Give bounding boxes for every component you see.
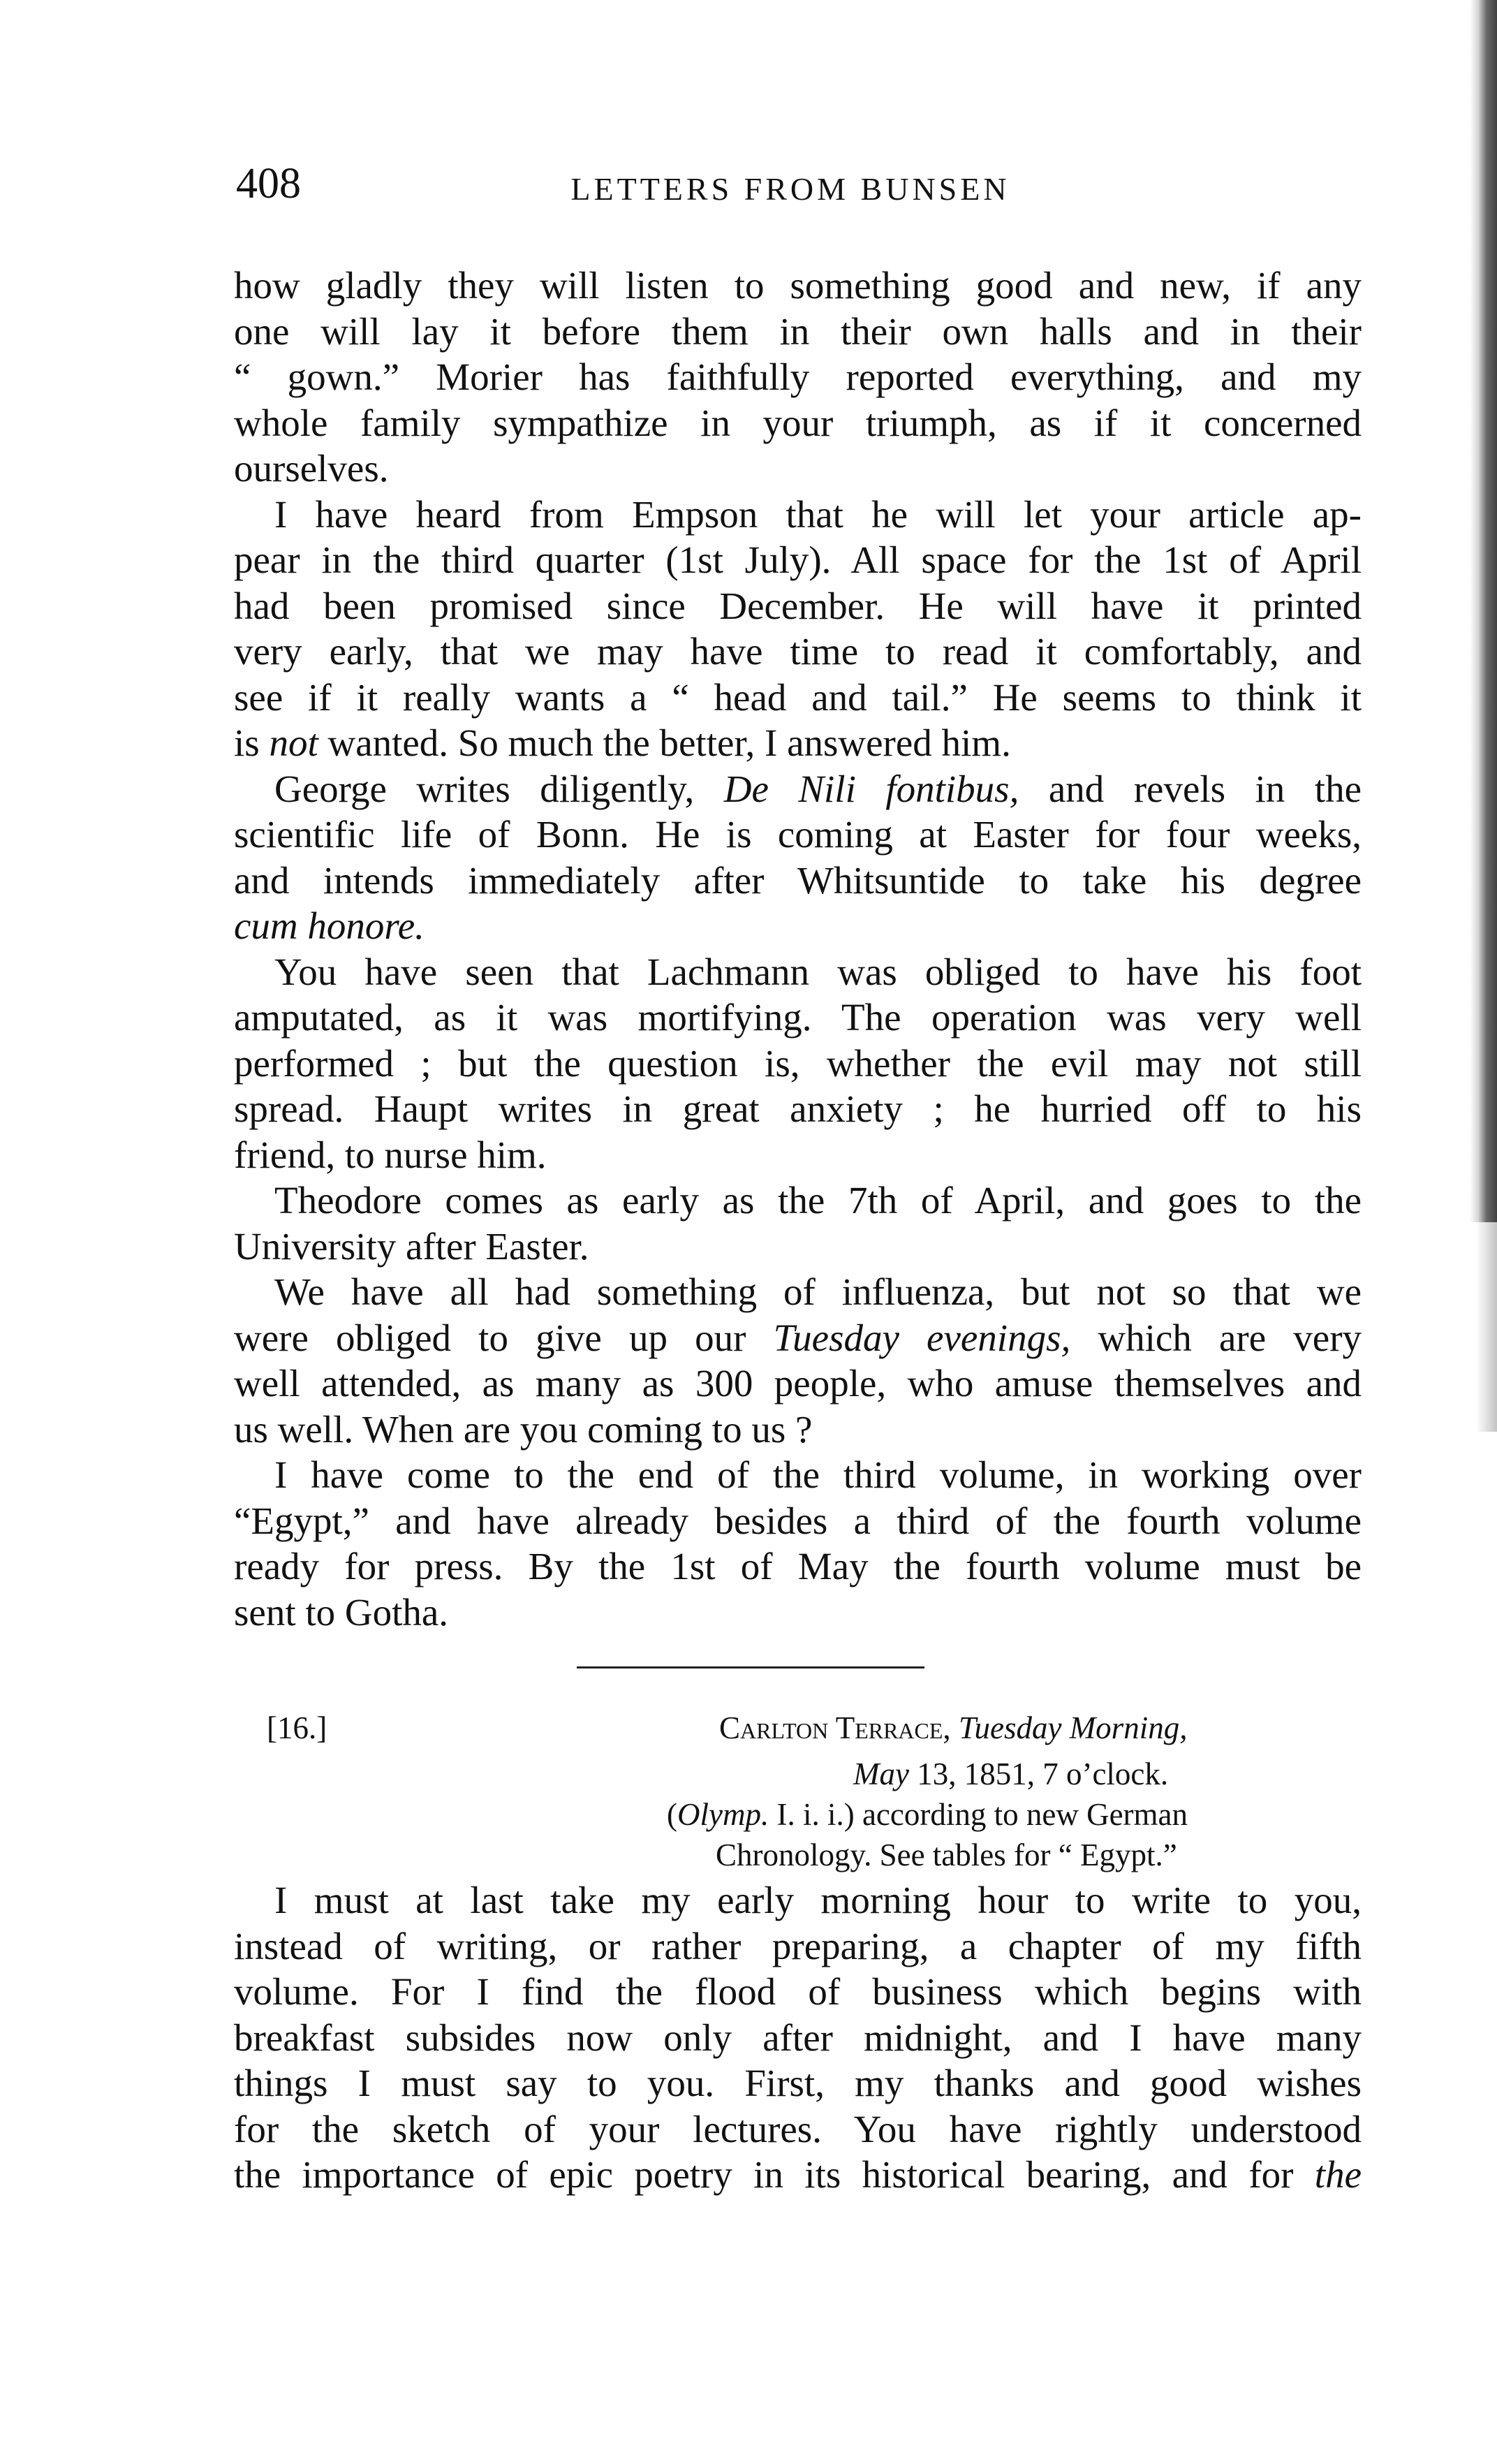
text-line xyxy=(234,354,1362,400)
text-segment: for the sketch of your lectures. You have rightly understood xyxy=(234,2107,1362,2150)
text-segment: scientific life of Bonn. He is coming at Easter for four weeks, xyxy=(234,813,1362,856)
text-line xyxy=(234,858,1362,904)
text-segment: wanted. So much the better, I answered him. xyxy=(318,721,1011,764)
text-line xyxy=(234,1224,1362,1270)
text-line xyxy=(234,2106,1362,2153)
scan-edge-shadow xyxy=(1476,1222,1497,1432)
text-line xyxy=(234,583,1362,629)
text-segment: ready for press. By the 1st of May the fourth volume must be xyxy=(234,1545,1362,1587)
text-segment: well attended, as many as 300 people, who amuse themselves and xyxy=(234,1362,1362,1405)
italic-text: De Nili fontibus, xyxy=(723,767,1019,810)
text-line xyxy=(234,675,1362,721)
text-segment: I have heard from Empson that he will let your article ap- xyxy=(274,492,1362,536)
text-line xyxy=(234,1969,1362,2015)
text-segment: had been promised since December. He will have it printed xyxy=(234,584,1362,627)
letter-olymp: Olymp. xyxy=(677,1797,769,1832)
text-line xyxy=(234,446,1362,492)
scan-edge-shadow xyxy=(1455,0,1497,1222)
letter-place-line xyxy=(719,1710,1187,1746)
italic-text: cum honore. xyxy=(234,904,425,947)
letter-number: [16.] xyxy=(267,1710,327,1745)
italic-text: the xyxy=(1314,2153,1362,2196)
text-segment: University after Easter. xyxy=(234,1224,589,1268)
text-line xyxy=(234,1269,1362,1315)
section-divider xyxy=(577,1666,924,1669)
text-segment: how gladly they will listen to something good and new, if any xyxy=(234,264,1362,307)
text-line xyxy=(234,400,1362,446)
text-line xyxy=(234,1452,1362,1498)
text-line xyxy=(234,1543,1362,1590)
text-line xyxy=(234,1086,1362,1132)
text-segment: see if it really wants a “ head and tail.” He seems to think it xyxy=(234,675,1362,719)
text-segment: which are very xyxy=(1070,1316,1362,1359)
text-segment: You have seen that Lachmann was obliged to have his foot xyxy=(274,950,1362,993)
text-line xyxy=(234,1407,1362,1453)
text-line xyxy=(234,1923,1362,1970)
letter-day: Tuesday Morning, xyxy=(958,1710,1188,1745)
italic-text: not xyxy=(269,721,318,764)
text-segment: ourselves. xyxy=(234,447,389,490)
letter-date: 13, 1851, 7 o’clock. xyxy=(917,1757,1169,1791)
running-title: LETTERS FROM BUNSEN xyxy=(570,171,1010,207)
text-line xyxy=(234,1590,1362,1636)
text-line xyxy=(234,720,1362,766)
text-segment: very early, that we may have time to read it comfortably, and xyxy=(234,630,1362,673)
text-segment: were obliged to give up our xyxy=(234,1316,774,1359)
text-segment: one will lay it before them in their own halls and in their xyxy=(234,309,1362,353)
text-segment: sent to Gotha. xyxy=(234,1590,449,1634)
text-segment: friend, to nurse him. xyxy=(234,1133,547,1176)
text-segment: instead of writing, or rather preparing, a chapter of my fifth xyxy=(234,1924,1362,1967)
letter-chronology: Chronology. See tables for “ Egypt.” xyxy=(716,1838,1177,1872)
text-segment: We have all had something of influenza, but not so that we xyxy=(274,1270,1362,1313)
text-segment: I have come to the end of the third volume, in working over xyxy=(274,1453,1362,1496)
text-segment: “ gown.” Morier has faithfully reported everything, and my xyxy=(234,355,1362,398)
text-segment: and intends immediately after Whitsuntide to take his degree xyxy=(234,858,1362,902)
text-segment: whole family sympathize in your triumph, as if it concerned xyxy=(234,401,1362,444)
text-line xyxy=(234,263,1362,309)
text-segment: volume. For I find the flood of business which begins with xyxy=(234,1970,1362,2013)
letter-olymp-rest: I. i. i.) according to new German xyxy=(776,1797,1188,1832)
letter-month: May xyxy=(853,1757,909,1791)
text-segment: Theodore comes as early as the 7th of April, and goes to the xyxy=(274,1179,1362,1222)
text-line xyxy=(234,1315,1362,1361)
text-segment: spread. Haupt writes in great anxiety ; he hurried off to his xyxy=(234,1087,1362,1130)
text-line xyxy=(234,1041,1362,1087)
text-line xyxy=(234,2015,1362,2061)
letter-place: Carlton Terrace, xyxy=(719,1710,951,1745)
text-line xyxy=(234,2060,1362,2106)
italic-text: Tuesday evenings, xyxy=(773,1316,1071,1359)
letter-15-body xyxy=(234,263,1362,1635)
text-line xyxy=(234,812,1362,858)
text-line xyxy=(234,1361,1362,1407)
text-line xyxy=(234,2152,1362,2198)
text-segment: is xyxy=(234,721,270,764)
text-line xyxy=(234,1178,1362,1224)
text-segment: the importance of epic poetry in its historical bearing, and for xyxy=(234,2153,1315,2196)
text-segment: us well. When are you coming to us ? xyxy=(234,1407,813,1451)
paren: ( xyxy=(667,1797,677,1832)
text-segment: amputated, as it was mortifying. The operation was very well xyxy=(234,996,1362,1039)
text-segment: and revels in the xyxy=(1019,767,1362,810)
text-line xyxy=(234,629,1362,675)
text-line xyxy=(234,1498,1362,1544)
text-line xyxy=(234,766,1362,812)
text-line xyxy=(234,903,1362,949)
text-segment: breakfast subsides now only after midnight, and I have many xyxy=(234,2016,1362,2059)
text-line xyxy=(234,492,1362,538)
text-segment: pear in the third quarter (1st July). All space for the 1st of April xyxy=(234,538,1362,581)
text-segment: things I must say to you. First, my thanks and good wishes xyxy=(234,2062,1362,2104)
text-line xyxy=(234,995,1362,1041)
text-segment: performed ; but the question is, whether the evil may not still xyxy=(234,1041,1362,1085)
text-line xyxy=(234,309,1362,355)
page-number: 408 xyxy=(236,160,301,207)
text-line xyxy=(234,949,1362,995)
letter-date-line xyxy=(853,1756,1168,1792)
text-line xyxy=(234,1132,1362,1178)
letter-olymp-line xyxy=(667,1796,1188,1833)
text-segment: George writes diligently, xyxy=(274,767,724,810)
text-segment: “Egypt,” and have already besides a third of the fourth volume xyxy=(234,1499,1362,1542)
text-segment: I must at last take my early morning hour to write to you, xyxy=(274,1879,1362,1921)
text-line xyxy=(234,537,1362,583)
text-line xyxy=(234,1877,1362,1923)
letter-16-body xyxy=(234,1877,1362,2198)
